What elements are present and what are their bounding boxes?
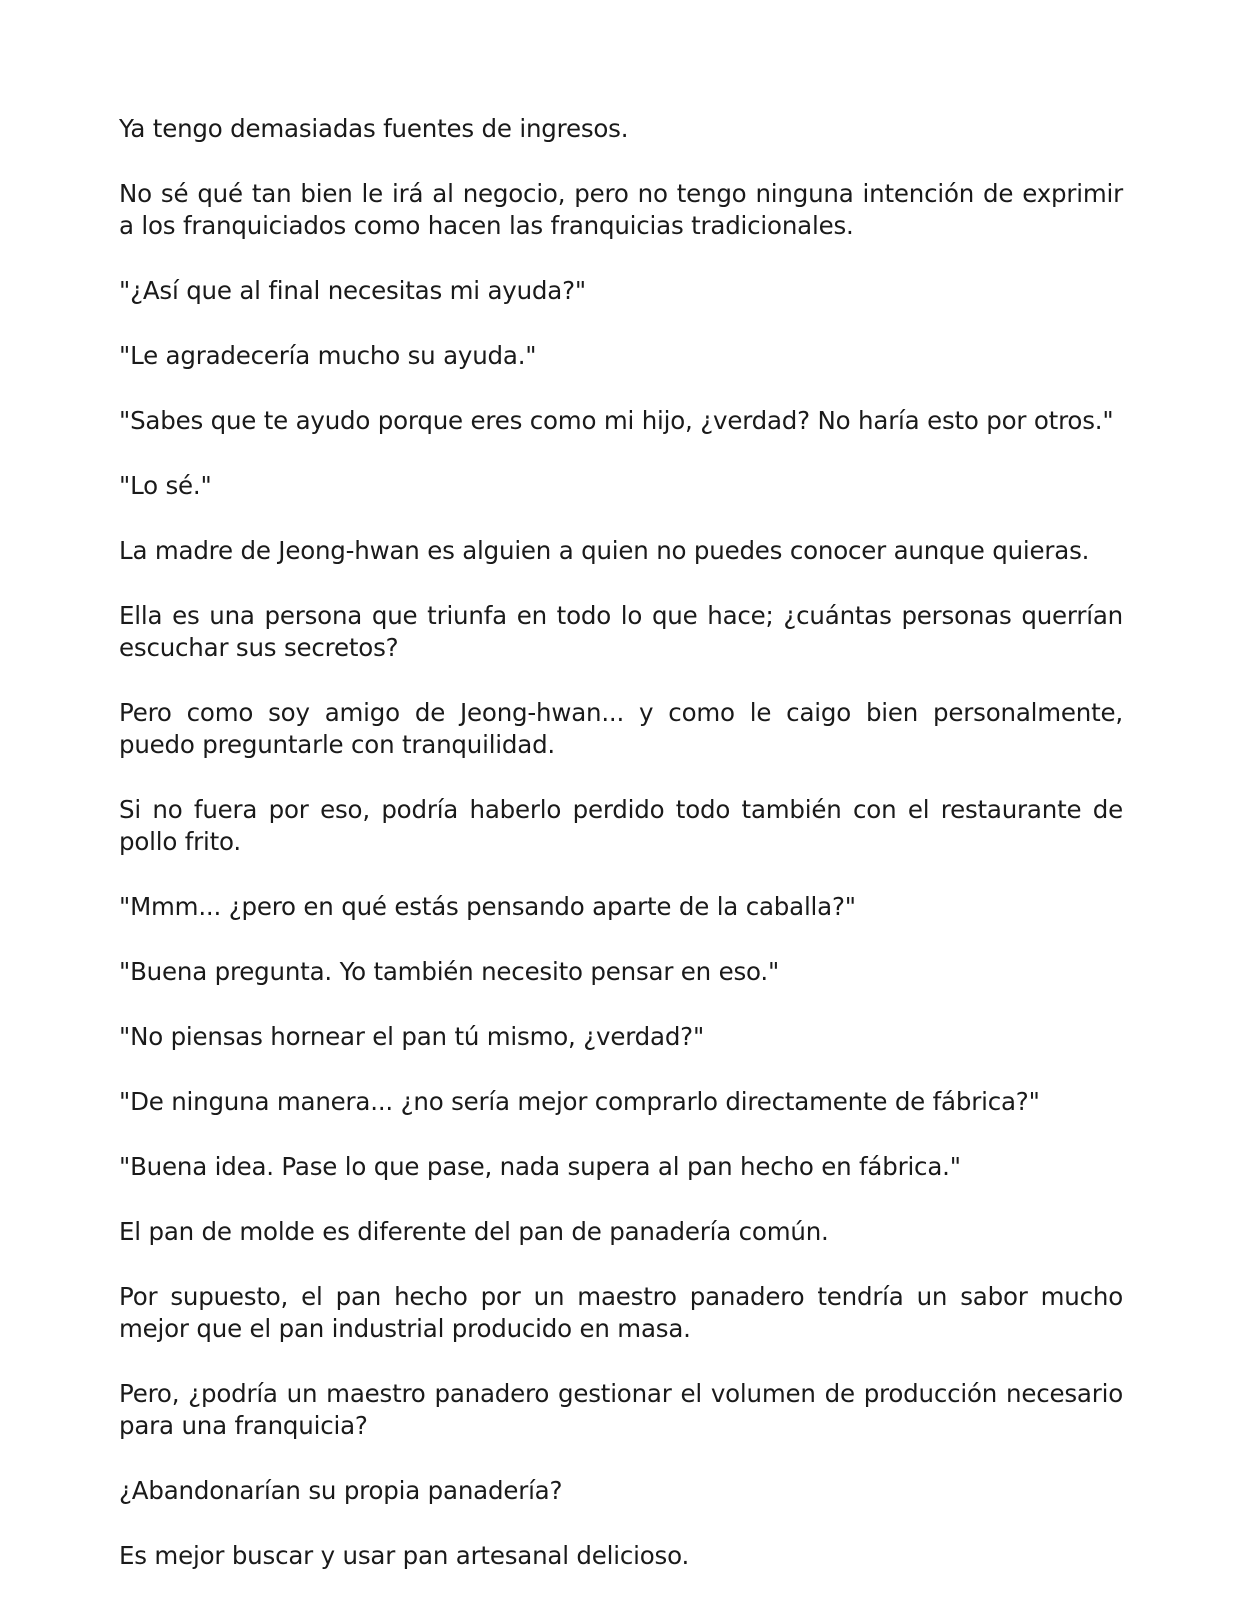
paragraph: La madre de Jeong-hwan es alguien a quien no puedes conocer aunque quieras. [119, 536, 1090, 565]
paragraph: "Lo sé." [119, 471, 212, 500]
paragraph: "Sabes que te ayudo porque eres como mi hijo, ¿verdad? No haría esto por otros." [119, 406, 1114, 435]
paragraph: "¿Así que al final necesitas mi ayuda?" [119, 276, 586, 305]
paragraph: Ya tengo demasiadas fuentes de ingresos. [119, 114, 629, 143]
paragraph: Pero, ¿podría un maestro panadero gestionar el volumen de producción necesario para una franquicia? [119, 1379, 1123, 1440]
paragraph: "Le agradecería mucho su ayuda." [119, 341, 537, 370]
paragraph: Es mejor buscar y usar pan artesanal delicioso. [119, 1541, 690, 1570]
paragraph: Ella es una persona que triunfa en todo lo que hace; ¿cuántas personas querrían escuchar sus secretos? [119, 601, 1123, 662]
document-page [119, 113, 1123, 1572]
paragraph: "No piensas hornear el pan tú mismo, ¿verdad?" [119, 1022, 705, 1051]
paragraph: "Mmm... ¿pero en qué estás pensando aparte de la caballa?" [119, 892, 856, 921]
paragraph: "Buena idea. Pase lo que pase, nada supera al pan hecho en fábrica." [119, 1152, 961, 1181]
paragraph: "De ninguna manera... ¿no sería mejor comprarlo directamente de fábrica?" [119, 1087, 1040, 1116]
paragraph: Si no fuera por eso, podría haberlo perdido todo también con el restaurante de pollo frito. [119, 795, 1123, 856]
paragraph: No sé qué tan bien le irá al negocio, pero no tengo ninguna intención de exprimir a los franquiciados como hacen las franquicias tradicionales. [119, 179, 1123, 240]
paragraph: Pero como soy amigo de Jeong-hwan... y como le caigo bien personalmente, puedo preguntarle con tranquilidad. [119, 698, 1123, 759]
paragraph: "Buena pregunta. Yo también necesito pensar en eso." [119, 957, 780, 986]
paragraph: ¿Abandonarían su propia panadería? [119, 1476, 563, 1505]
paragraph: Por supuesto, el pan hecho por un maestro panadero tendría un sabor mucho mejor que el pan industrial producido en masa. [119, 1282, 1123, 1343]
paragraph: El pan de molde es diferente del pan de panadería común. [119, 1217, 829, 1246]
